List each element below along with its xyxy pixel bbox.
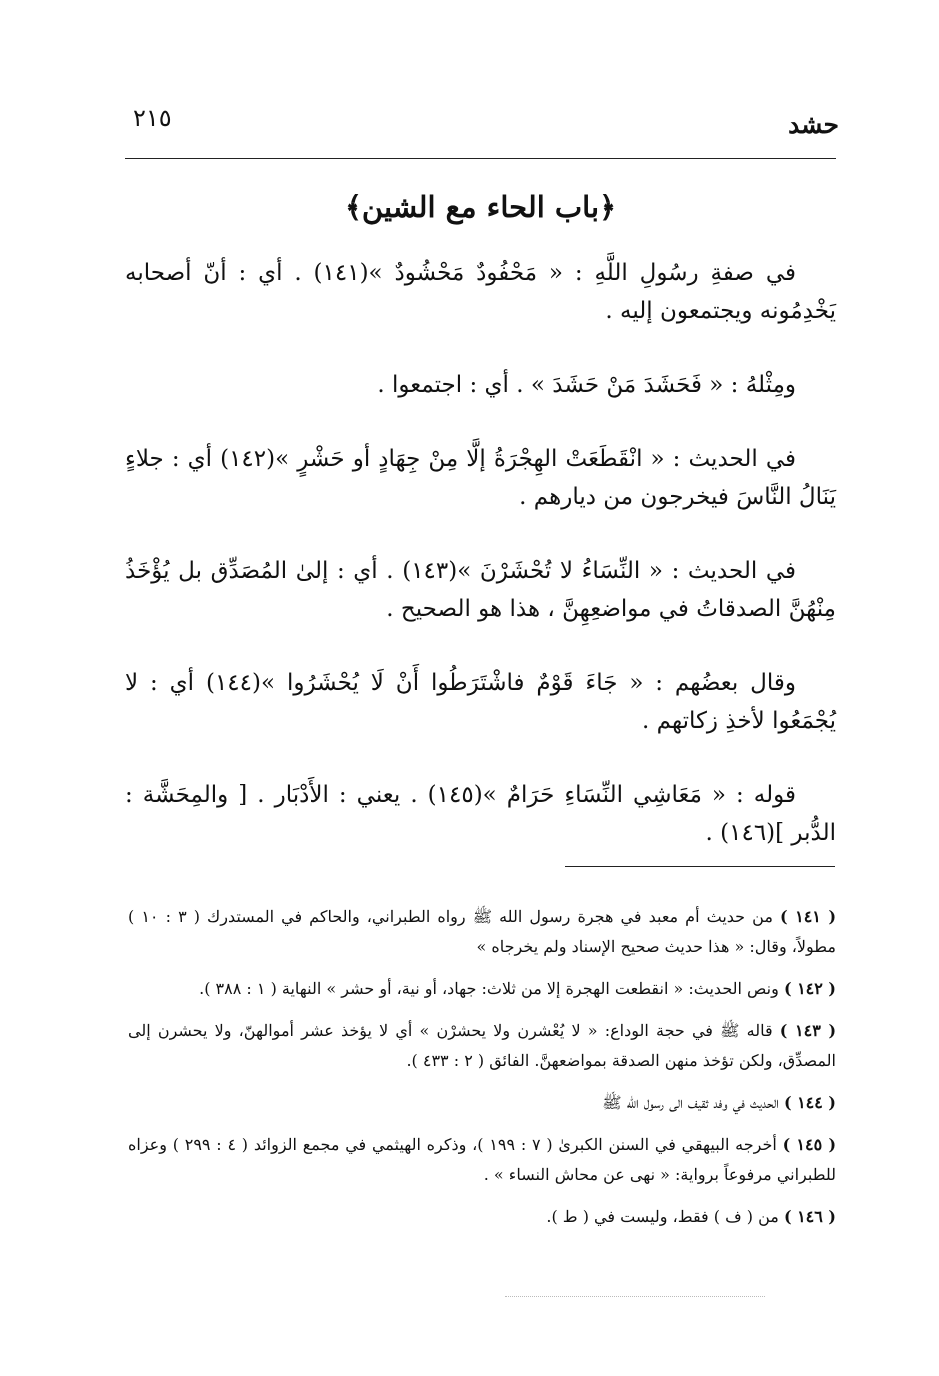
footnote [128, 1130, 836, 1190]
paragraph: في صفةِ رسُولِ اللَّهِ : « مَحْفُودٌ مَحْشُودٌ »(١٤١) . أي : أنّ أصحابه يَخْدِمُونه ويجتمعون إليه . [125, 260, 836, 324]
main-text [125, 254, 836, 888]
paragraph: في الحديث : « انْقَطَعَتْ الهِجْرَةُ إلَّا مِنْ جِهَادٍ أو حَشْرٍ »(١٤٢) أي : جلاءٍ يَنَالُ النَّاسَ فيخرجون من ديارهم . [125, 446, 836, 510]
footnote-number: ( ١٤٥ ) [782, 1135, 837, 1154]
header-rule [125, 158, 836, 159]
page-number: ٢١٥ [133, 104, 172, 132]
running-head: حشد [788, 110, 839, 139]
footnote [128, 902, 836, 962]
footnote-text: من حديث أم معبد في هجرة رسول الله ﷺ رواه الطبراني، والحاكم في المستدرك ( ٣ : ١٠ ) مطولاً، وقال: « هذا حديث صحيح الإسناد ولم يخرجاه » [128, 907, 836, 956]
footnote [128, 1016, 836, 1076]
paragraph: وقال بعضُهم : « جَاءَ قَوْمٌ فاشْتَرَطُوا أَنْ لَا يُحْشَرُوا »(١٤٤) أي : لا يُجْمَعُوا لأخذِ زكاتهم . [125, 670, 836, 734]
paragraph: قوله : « مَعَاشِي النِّسَاءِ حَرَامٌ »(١٤٥) . يعني : الأَدْبَار . [ والمِحَشَّة : الدُّبر ](١٤٦) . [125, 782, 836, 846]
footnote [128, 1202, 836, 1232]
footnote-number: ( ١٤٦ ) [783, 1207, 836, 1226]
scan-artifact [505, 1296, 765, 1297]
chapter-title: ﴿باب الحاء مع الشين﴾ [344, 190, 617, 224]
footnote-separator [565, 866, 835, 867]
footnote-number: ( ١٤٢ ) [783, 979, 836, 998]
footnotes [128, 902, 836, 1244]
footnote-text: ونص الحديث: « انقطعت الهجرة إلا من ثلاث: جهاد، أو نية، أو حشر » النهاية ( ١ : ٣٨٨ ). [199, 979, 779, 998]
footnote [128, 1088, 836, 1118]
paragraph: ومِثْلهُ : « فَحَشَدَ مَنْ حَشَدَ » . أي : اجتمعوا . [377, 372, 796, 398]
footnote [128, 974, 836, 1004]
footnote-number: ( ١٤٤ ) [783, 1093, 836, 1112]
footnote-number: ( ١٤١ ) [779, 907, 837, 926]
footnote-text: الحديث في وفد ثقيف الى رسول الله ﷺ [602, 1093, 779, 1112]
footnote-text: قاله ﷺ في حجة الوداع: « لا يُعْشرن ولا يحشرْن » أي لا يؤخذ عشر أموالهنّ، ولا يحشرن إلى المصدِّق، ولكن تؤخذ منهن الصدقة بمواضعهنَّ. الفائق ( ٢ : ٤٣٣ ). [128, 1021, 836, 1070]
page-header [125, 104, 839, 144]
footnote-text: أخرجه البيهقي في السنن الكبرىٰ ( ٧ : ١٩٩ )، وذكره الهيثمي في مجمع الزوائد ( ٤ : ٢٩٩ ) وعزاه للطبراني مرفوعاً برواية: « نهى عن محاش النساء » . [128, 1135, 836, 1184]
footnote-text: من ( ف ) فقط، وليست في ( ط ). [546, 1207, 779, 1226]
paragraph: في الحديث : « النِّسَاءُ لا تُحْشَرْنَ »(١٤٣) . أي : إلىٰ المُصَدِّق بل يُؤْخَذُ مِنْهُنَّ الصدقاتُ في مواضعِهِنَّ ، هذا هو الصحيح . [125, 558, 836, 622]
footnote-number: ( ١٤٣ ) [779, 1021, 837, 1040]
